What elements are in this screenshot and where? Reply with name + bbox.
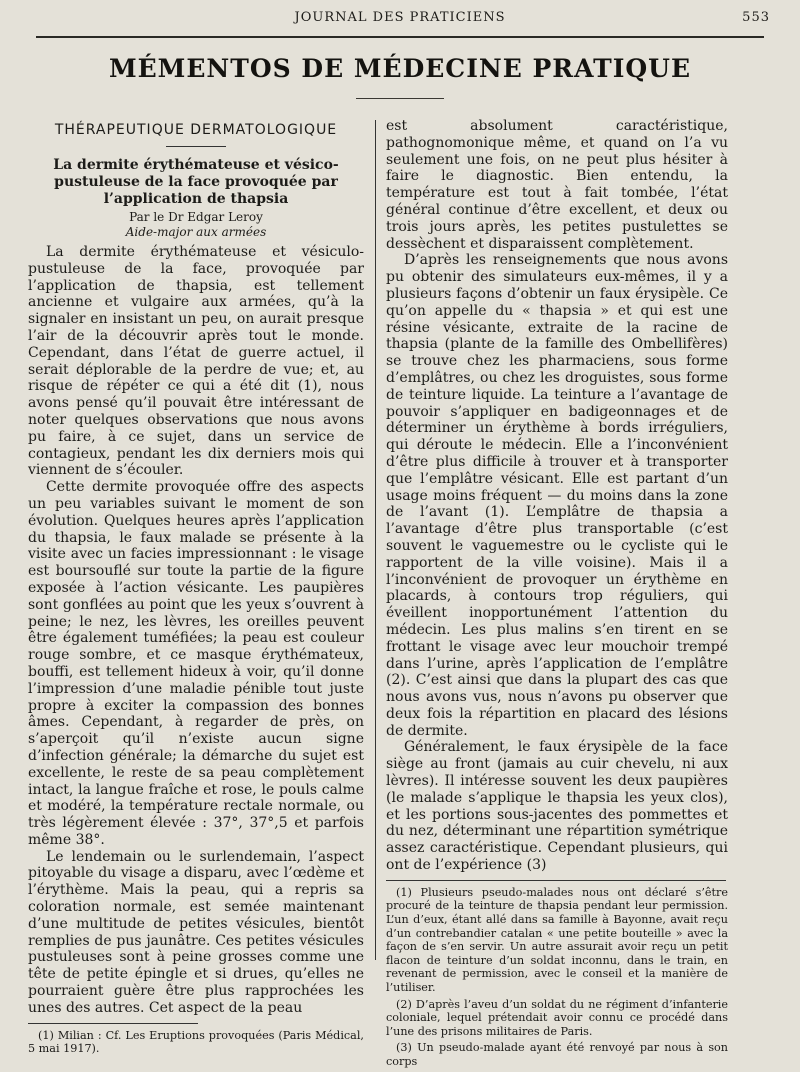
- author-role: Aide-major aux armées: [125, 225, 267, 239]
- section-heading: THÉRAPEUTIQUE DERMATOLOGIQUE: [54, 122, 338, 138]
- paragraph: Généralement, le faux érysipèle de la face siège au front (jamais au cuir chevelu, ni aux lèvres). Il intéresse souvent les deux paupières (le malade s’applique le thapsia les yeux clos), et les portions sous-jacentes des pommettes et du nez, déterminant une répartition symétrique assez caractéristique. Cependant plusieurs, qui ont de l’expérience (3): [386, 739, 728, 874]
- page-number: 553: [742, 10, 770, 25]
- paragraph: est absolument caractéristique, pathognomonique même, et quand on l’a vu seulement une fois, on ne peut plus hésiter à faire le diagnostic. Bien entendu, la température est tout à fait tombée, l’état général continue d’être excellent, et deux ou trois jours après, les petites pustulettes se dessèchent et disparaissent complètement.: [386, 118, 728, 252]
- footnote-rule: [386, 880, 726, 881]
- left-column: [28, 118, 364, 1058]
- right-column: [386, 118, 728, 1072]
- column-divider: [375, 120, 376, 960]
- footnote-rule: [28, 1023, 198, 1024]
- title-flourish: [356, 98, 444, 99]
- section-rule: [166, 146, 226, 147]
- main-title: MÉMENTOS DE MÉDECINE PRATIQUE: [108, 54, 692, 83]
- paragraph: Cette dermite provoquée offre des aspects un peu variables suivant le moment de son évolution. Quelques heures après l’application du thapsia, le faux malade se présente à la visite avec un facies impressionnant : le visage est boursouflé sur toute la partie de la figure exposée à l’action vésicante. Les paupières sont gonflées au point que les yeux s’ouvrent à peine; le nez, les lèvres, les oreilles peuvent être également tuméfiées; la peau est couleur rouge sombre, et ce masque érythémateux, bouffi, est tellement hideux à voir, qu’il donne l’impression d’une maladie pénible tout juste propre à exciter la compassion des bonnes âmes. Cependant, à regarder de près, on s’aperçoit qu’il n’existe aucun signe d’infection générale; la démarche du sujet est excellente, le reste de sa peau complètement intact, la langue fraîche et rose, le pouls calme et modéré, la température rectale normale, ou très légèrement élevée : 37°, 37°,5 et parfois même 38°.: [28, 479, 364, 848]
- paragraph: La dermite érythémateuse et vésiculo-pustuleuse de la face, provoquée par l’application de thapsia, est tellement ancienne et vulgaire aux armées, qu’à la signaler en insistant un peu, on aurait presque l’air de la découvrir après tout le monde. Cependant, dans l’état de guerre actuel, il serait déplorable de la perdre de vue; et, au risque de répéter ce qui a été dit (1), nous avons pensé qu’il pouvait être intéressant de noter quelques observations que nous avons pu faire, à ce sujet, dans un service de contagieux, pendant les dix derniers mois qui viennent de s’écouler.: [28, 244, 364, 479]
- footnote: (3) Un pseudo-malade ayant été renvoyé par nous à son corps: [386, 1041, 728, 1068]
- header-rule: [36, 36, 764, 38]
- paragraph: Le lendemain ou le surlendemain, l’aspect pitoyable du visage a disparu, avec l’œdème et l’érythème. Mais la peau, qui a repris sa coloration normale, est semée maintenant d’une multitude de petites vésicules, bientôt remplies de pus jaunâtre. Ces petites vésicules pustuleuses sont à peine grosses comme une tête de petite épingle et si drues, qu’elles ne pourraient guère être plus rapprochées les unes des autres. Cet aspect de la peau: [28, 848, 364, 1016]
- footnote: (2) D’après l’aveu d’un soldat du ne régiment d’infanterie coloniale, lequel prétendait avoir connu ce procédé dans l’une des prisons militaires de Paris.: [386, 997, 728, 1038]
- footnote: (1) Milian : Cf. Les Eruptions provoquées (Paris Médical, 5 mai 1917).: [28, 1028, 364, 1055]
- running-head: [30, 6, 770, 28]
- article-byline: Par le Dr Edgar Leroy: [129, 210, 263, 224]
- running-title: JOURNAL DES PRATICIENS: [294, 10, 506, 25]
- paragraph: D’après les renseignements que nous avons pu obtenir des simulateurs eux-mêmes, il y a plusieurs façons d’obtenir un faux érysipèle. Ce qu’on appelle du « thapsia » et qui est une résine vésicante, extraite de la racine de thapsia (plante de la famille des Ombellifères) se trouve chez les pharmaciens, sous forme d’emplâtres, ou chez les droguistes, sous forme de teinture liquide. La teinture a l’avantage de pouvoir s’appliquer en badigeonnages et de déterminer un érythème à bords irréguliers, qui déroute le médecin. Elle a l’inconvénient d’être plus difficile à trouver et à transporter que l’emplâtre vésicant. Elle est partant d’un usage moins fréquent — du moins dans la zone de l’avant (1). L’emplâtre de thapsia a l’avantage d’être plus transportable (c’est souvent le vaguemestre ou le cycliste qui le rapportent de la ville voisine). Mais il a l’inconvénient de provoquer un érythème en placards, à contours trop réguliers, qui éveillent inopportunément l’attention du médecin. Les plus malins s’en tirent en se frottant le visage avec leur mouchoir trempé dans l’urine, après l’application de l’emplâtre (2). C’est ainsi que dans la plupart des cas que nous avons vus, nous n’avons pu observer que deux fois la répartition en placard des lésions de dermite.: [386, 252, 728, 739]
- footnote: (1) Plusieurs pseudo-malades nous ont déclaré s’être procuré de la teinture de thapsia pendant leur permission. L’un d’eux, étant allé dans sa famille à Bayonne, avait reçu d’un contrebandier catalan « une petite bouteille » avec la façon de s’en servir. Un autre assurait avoir reçu un petit flacon de teinture d’un soldat inconnu, dans le train, en revenant de permission, avec le conseil et la manière de l’utiliser.: [386, 885, 728, 995]
- article-title: La dermite érythémateuse et vésico-pustuleuse de la face provoquée par l’application de thapsia: [53, 157, 339, 207]
